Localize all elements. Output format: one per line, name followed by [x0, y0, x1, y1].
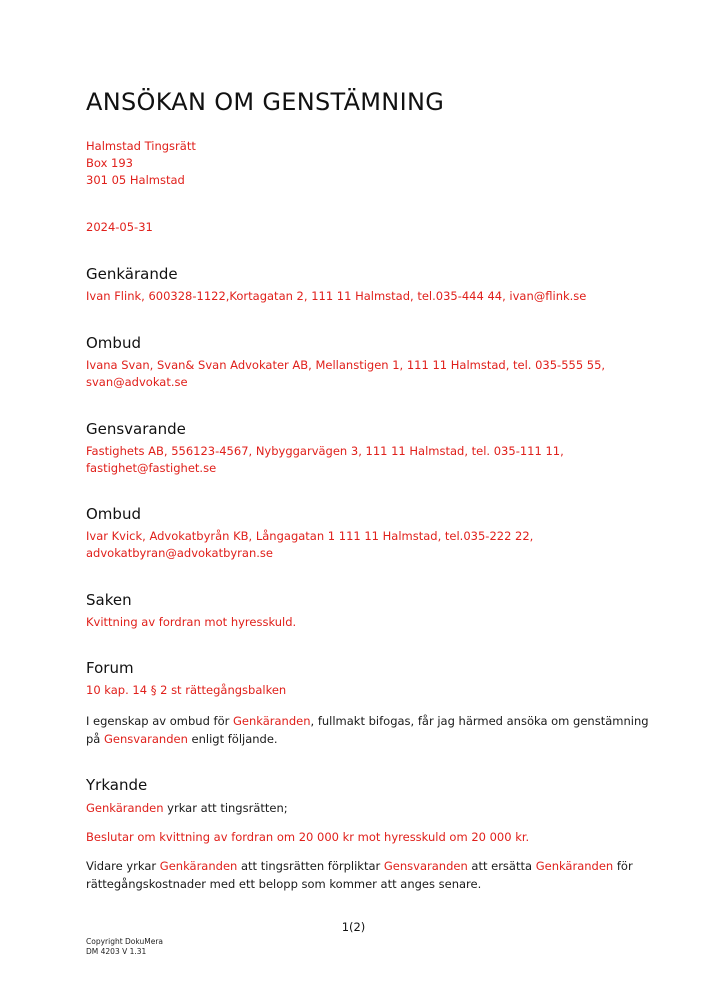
court-box: Box 193 [86, 156, 133, 170]
claim-costs-plaintiff-ref-2: Genkäranden [535, 859, 614, 873]
forum-heading: Forum [86, 659, 134, 677]
defendant-email: fastighet@fastighet.se [86, 461, 217, 475]
claim-plaintiff-ref: Genkäranden [86, 801, 164, 815]
claim-costs-line-1 [86, 857, 646, 875]
defendant-counsel-email: advokatbyran@advokatbyran.se [86, 546, 273, 560]
plaintiff-counsel-details: Ivana Svan, Svan& Svan Advokater AB, Mellanstigen 1, 111 11 Halmstad, tel. 035-555 55, [86, 358, 606, 372]
document-date: 2024-05-31 [86, 220, 153, 234]
forum-text: 10 kap. 14 § 2 st rättegångsbalken [86, 683, 287, 697]
court-address [86, 138, 646, 189]
claim-intro [86, 799, 646, 817]
intro-line-2 [86, 730, 646, 748]
matter-text: Kvittning av fordran mot hyresskuld. [86, 615, 297, 629]
plaintiff-details: Ivan Flink, 600328-1122,Kortagatan 2, 111 11 Halmstad, tel.035-444 44, ivan@flink.se [86, 289, 587, 303]
claim-intro-text: yrkar att tingsrätten; [163, 801, 288, 815]
plaintiff-heading: Genkärande [86, 265, 178, 283]
intro-plaintiff-ref: Genkäranden [233, 714, 311, 728]
court-name: Halmstad Tingsrätt [86, 139, 196, 153]
forum-section [86, 658, 646, 699]
claim-costs-text-4: för [613, 859, 633, 873]
defendant-heading: Gensvarande [86, 420, 186, 438]
plaintiff-counsel-email: svan@advokat.se [86, 375, 188, 389]
intro-defendant-ref: Gensvaranden [104, 732, 188, 746]
page-number: 1(2) [341, 920, 366, 934]
claim-costs-defendant-ref: Gensvaranden [383, 859, 468, 873]
defendant-section [86, 419, 646, 477]
matter-heading: Saken [86, 591, 132, 609]
intro-text-4: enligt följande. [187, 732, 278, 746]
plaintiff-counsel-heading: Ombud [86, 334, 141, 352]
document-date-block [86, 219, 646, 236]
court-city: 301 05 Halmstad [86, 173, 185, 187]
intro-paragraph [86, 712, 649, 748]
matter-section [86, 590, 646, 631]
footer-copyright: Copyright DokuMera [86, 937, 164, 946]
defendant-details: Fastighets AB, 556123-4567, Nybyggarvägen 3, 111 11 Halmstad, tel. 035-111 11, [86, 444, 564, 458]
claim-heading: Yrkande [86, 776, 148, 794]
document-title: ANSÖKAN OM GENSTÄMNING [86, 88, 445, 116]
plaintiff-counsel-section [86, 333, 646, 391]
intro-text-3: på [86, 732, 105, 746]
claim-main: Beslutar om kvittning av fordran om 20 000 kr mot hyresskuld om 20 000 kr. [86, 830, 530, 844]
claim-costs-text-3: att ersätta [467, 859, 536, 873]
defendant-counsel-details: Ivar Kvick, Advokatbyrån KB, Långagatan 1 111 11 Halmstad, tel.035-222 22, [86, 529, 534, 543]
footer-version: DM 4203 V 1.31 [86, 947, 147, 956]
intro-text-2: , fullmakt bifogas, får jag härmed ansöka om genstämning [310, 714, 649, 728]
intro-text-1: I egenskap av ombud för [86, 714, 233, 728]
defendant-counsel-section [86, 504, 646, 562]
intro-line-1 [86, 712, 649, 730]
claim-section [86, 775, 646, 893]
claim-costs-text-1: Vidare yrkar [86, 859, 160, 873]
document-footer [86, 937, 163, 957]
claim-costs-plaintiff-ref-1: Genkäranden [159, 859, 238, 873]
plaintiff-section [86, 264, 646, 305]
claim-costs-text-2: att tingsrätten förpliktar [237, 859, 384, 873]
claim-costs-line-2: rättegångskostnader med ett belopp som kommer att anges senare. [86, 877, 482, 891]
defendant-counsel-heading: Ombud [86, 505, 141, 523]
